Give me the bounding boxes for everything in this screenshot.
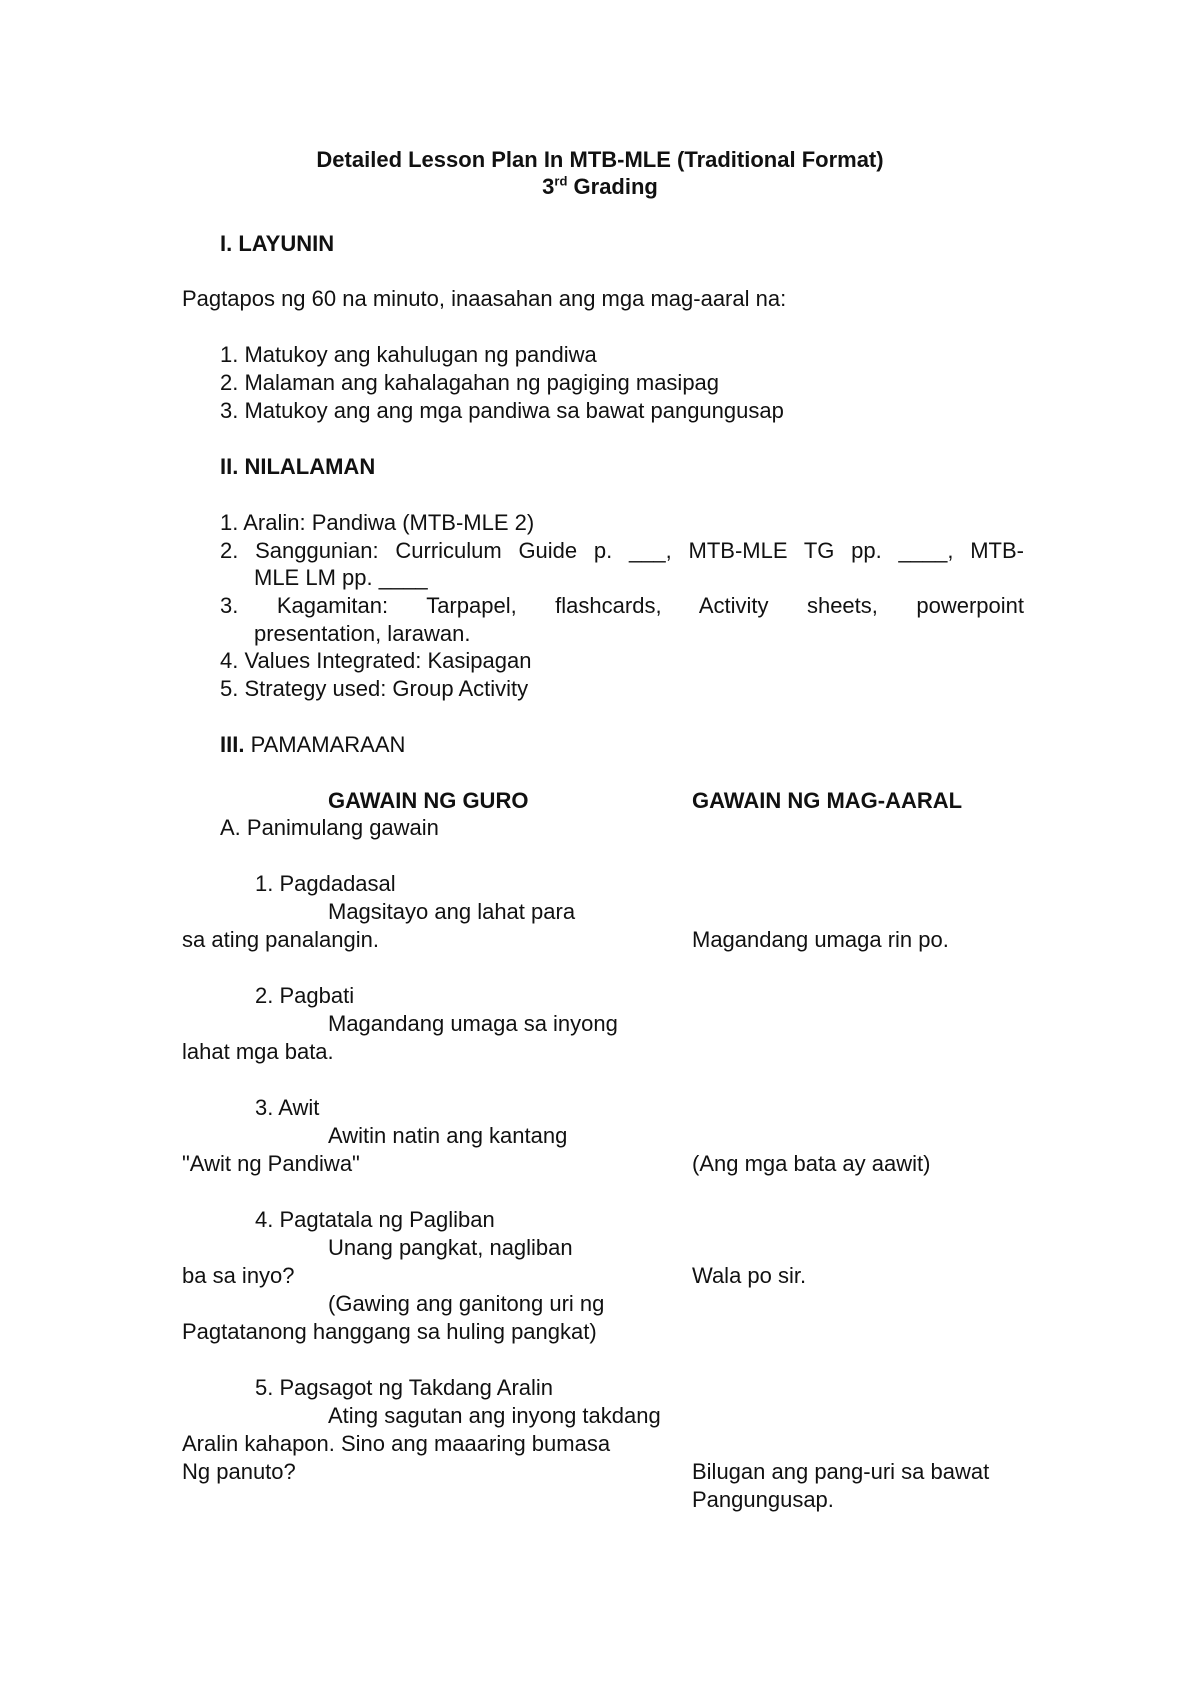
teacher-text: Ng panuto? bbox=[182, 1459, 296, 1484]
teacher-text: Aralin kahapon. Sino ang maaaring bumasa bbox=[182, 1431, 611, 1456]
objectives-intro: Pagtapos ng 60 na minuto, inaasahan ang mga mag-aaral na: bbox=[182, 286, 787, 311]
step-title: 5. Pagsagot ng Takdang Aralin bbox=[255, 1375, 554, 1400]
content-item-continuation: MLE LM pp. ____ bbox=[254, 565, 428, 590]
content-item: 5. Strategy used: Group Activity bbox=[220, 676, 529, 701]
teacher-text: Unang pangkat, nagliban bbox=[328, 1235, 573, 1260]
column-header-student: GAWAIN NG MAG-AARAL bbox=[692, 788, 963, 813]
teacher-text: Pagtatanong hanggang sa huling pangkat) bbox=[182, 1319, 597, 1344]
student-text: Wala po sir. bbox=[692, 1263, 807, 1288]
objective-item: 1. Matukoy ang kahulugan ng pandiwa bbox=[220, 342, 597, 367]
teacher-text: Ating sagutan ang inyong takdang bbox=[328, 1403, 661, 1428]
teacher-text: Magandang umaga sa inyong bbox=[328, 1011, 618, 1036]
step-title: 2. Pagbati bbox=[255, 983, 355, 1008]
section-heading-layunin: I. LAYUNIN bbox=[220, 231, 335, 256]
student-text: (Ang mga bata ay aawit) bbox=[692, 1151, 931, 1176]
column-header-teacher: GAWAIN NG GURO bbox=[328, 788, 529, 813]
teacher-text: Awitin natin ang kantang bbox=[328, 1123, 568, 1148]
step-title: 4. Pagtatala ng Pagliban bbox=[255, 1207, 495, 1232]
content-item: 2. Sanggunian: Curriculum Guide p. ___, MTB-MLE TG pp. ____, MTB- bbox=[220, 538, 1024, 563]
teacher-text: ba sa inyo? bbox=[182, 1263, 295, 1288]
objective-item: 2. Malaman ang kahalagahan ng pagiging masipag bbox=[220, 370, 720, 395]
objective-item: 3. Matukoy ang ang mga pandiwa sa bawat pangungusap bbox=[220, 398, 784, 423]
content-item: 1. Aralin: Pandiwa (MTB-MLE 2) bbox=[220, 510, 535, 535]
content-item: 4. Values Integrated: Kasipagan bbox=[220, 648, 532, 673]
teacher-text: sa ating panalangin. bbox=[182, 927, 379, 952]
teacher-text: "Awit ng Pandiwa" bbox=[182, 1151, 360, 1176]
subheading-panimulang-gawain: A. Panimulang gawain bbox=[220, 815, 439, 840]
section-heading-pamamaraan: III. PAMAMARAAN bbox=[220, 732, 406, 757]
student-text: Magandang umaga rin po. bbox=[692, 927, 949, 952]
content-item-continuation: presentation, larawan. bbox=[254, 621, 471, 646]
student-text: Pangungusap. bbox=[692, 1487, 834, 1512]
teacher-text: Magsitayo ang lahat para bbox=[328, 899, 576, 924]
step-title: 1. Pagdadasal bbox=[255, 871, 396, 896]
teacher-text: (Gawing ang ganitong uri ng bbox=[328, 1291, 605, 1316]
section-heading-nilalaman: II. NILALAMAN bbox=[220, 454, 376, 479]
grading-label: 3rd Grading bbox=[542, 173, 658, 199]
student-text: Bilugan ang pang-uri sa bawat bbox=[692, 1459, 990, 1484]
step-title: 3. Awit bbox=[255, 1095, 320, 1120]
teacher-text: lahat mga bata. bbox=[182, 1039, 334, 1064]
content-item: 3. Kagamitan: Tarpapel, flashcards, Activity sheets, powerpoint bbox=[220, 593, 1024, 618]
document-title: Detailed Lesson Plan In MTB-MLE (Traditional Format) bbox=[316, 147, 884, 172]
